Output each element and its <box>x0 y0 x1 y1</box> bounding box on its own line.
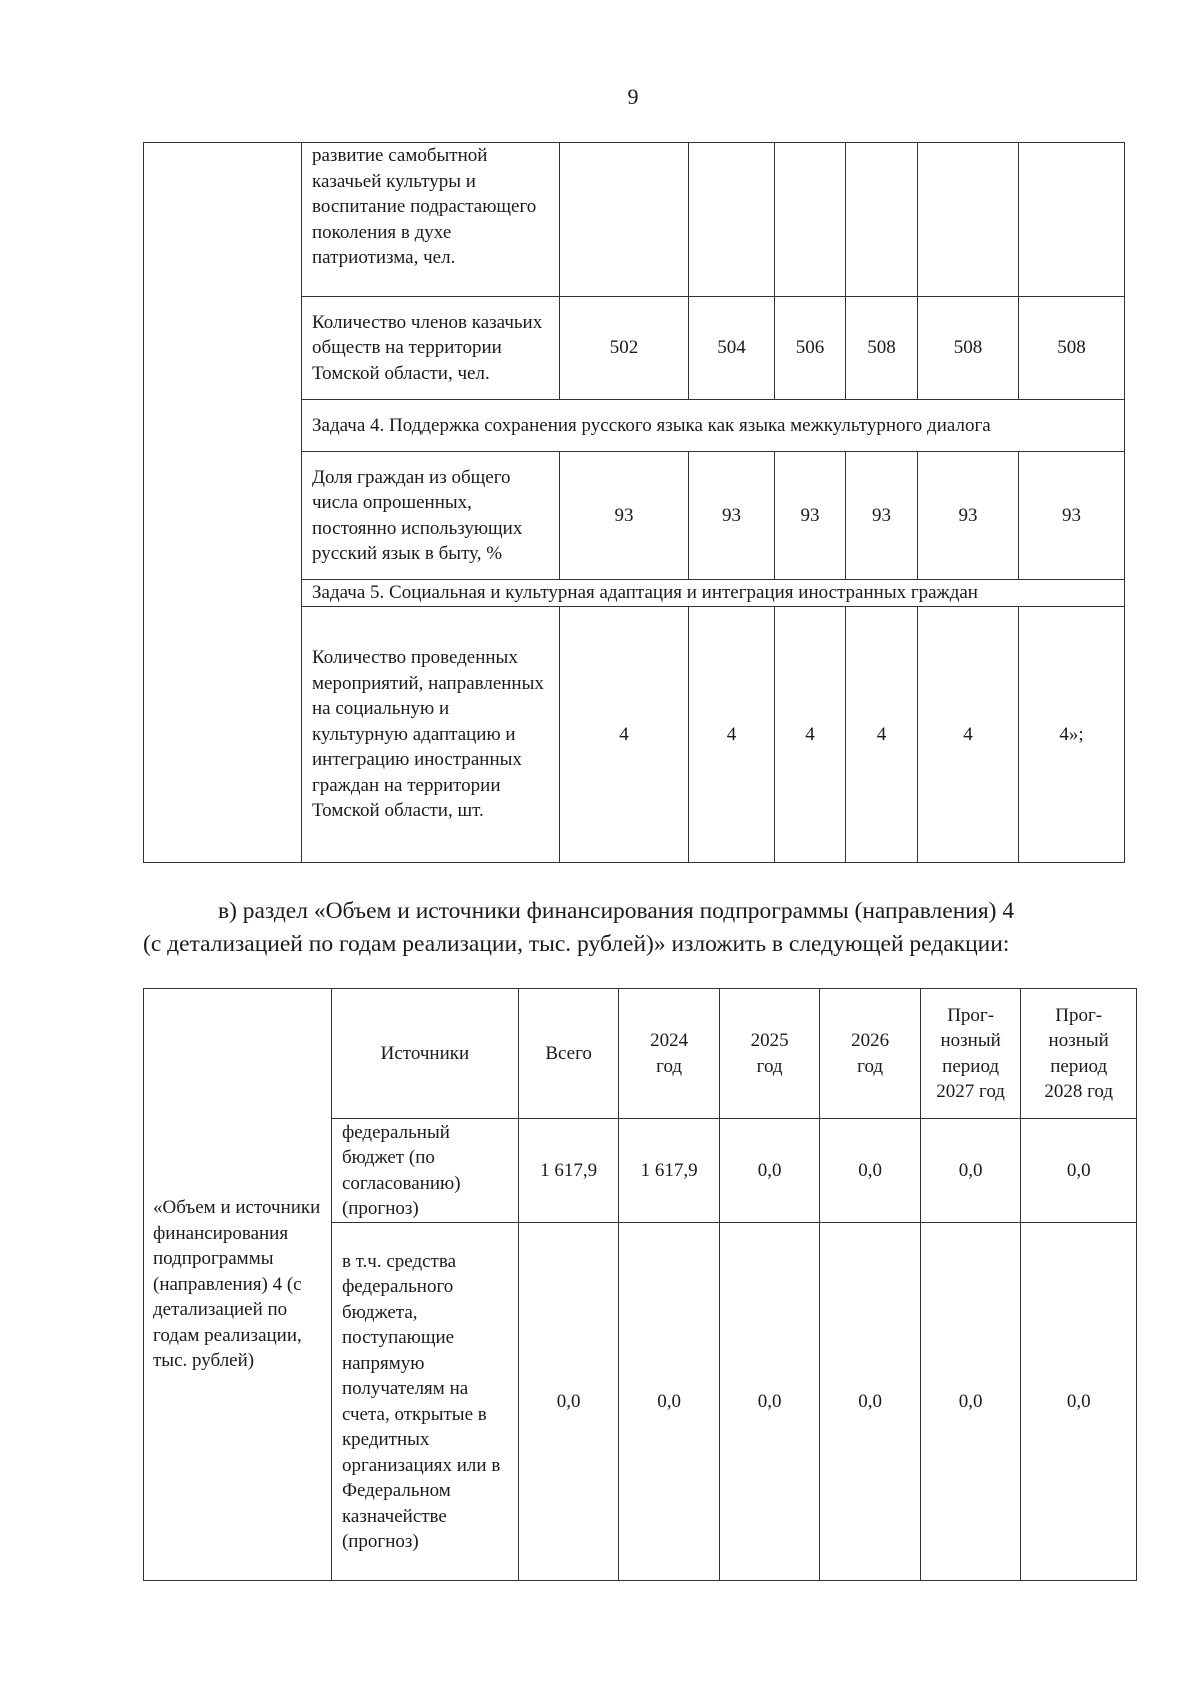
header-cell: 2024 год <box>619 989 720 1119</box>
value-cell: 0,0 <box>820 1223 921 1581</box>
paragraph-line-1: в) раздел «Объем и источники финансирования подпрограммы (направления) 4 <box>218 898 1015 924</box>
value-cell: 0,0 <box>518 1223 619 1581</box>
table-row <box>144 143 1125 297</box>
header-cell: Прог-нозный период 2027 год <box>920 989 1021 1119</box>
value-cell: 1 617,9 <box>518 1119 619 1223</box>
value-cell <box>775 143 846 297</box>
value-cell <box>560 143 689 297</box>
value-cell: 1 617,9 <box>619 1119 720 1223</box>
value-cell: 4»; <box>1019 607 1125 863</box>
value-cell: 4 <box>689 607 775 863</box>
page-number: 9 <box>627 84 639 109</box>
value-cell: 4 <box>560 607 689 863</box>
indicator-cell: развитие самобытной казачьей культуры и воспитание подрастающего поколения в духе патриотизма, чел. <box>302 143 560 297</box>
header-row <box>144 989 1137 1119</box>
value-cell: 93 <box>775 452 846 580</box>
value-cell: 4 <box>918 607 1019 863</box>
value-cell: 93 <box>846 452 918 580</box>
value-cell: 0,0 <box>1021 1119 1137 1223</box>
value-cell: 93 <box>689 452 775 580</box>
header-cell: Всего <box>518 989 619 1119</box>
finance-table <box>143 988 1137 1581</box>
task-5-heading: Задача 5. Социальная и культурная адаптация и интеграция иностранных граждан <box>302 580 1125 607</box>
value-cell: 508 <box>918 297 1019 400</box>
header-cell: Прог-нозный период 2028 год <box>1021 989 1137 1119</box>
indicator-cell: Количество членов казачьих обществ на территории Томской области, чел. <box>302 297 560 400</box>
value-cell: 506 <box>775 297 846 400</box>
value-cell: 0,0 <box>1021 1223 1137 1581</box>
value-cell: 93 <box>1019 452 1125 580</box>
value-cell <box>918 143 1019 297</box>
finance-label: «Объем и источники финансирования подпрограммы (направления) 4 (с детализацией по годам реализации, тыс. рублей) <box>144 989 332 1581</box>
value-cell: 0,0 <box>719 1223 820 1581</box>
indicators-table <box>143 142 1125 863</box>
header-cell: 2026 год <box>820 989 921 1119</box>
blank-cell <box>144 143 302 863</box>
indicator-cell: Количество проведенных мероприятий, направленных на социальную и культурную адаптацию и интеграцию иностранных граждан на территории Томской области, шт. <box>302 607 560 863</box>
value-cell <box>689 143 775 297</box>
value-cell: 0,0 <box>920 1223 1021 1581</box>
value-cell <box>1019 143 1125 297</box>
source-cell: федеральный бюджет (по согласованию) (прогноз) <box>331 1119 518 1223</box>
indicator-cell: Доля граждан из общего числа опрошенных, постоянно использующих русский язык в быту, % <box>302 452 560 580</box>
task-4-heading: Задача 4. Поддержка сохранения русского языка как языка межкультурного диалога <box>302 400 1125 452</box>
value-cell: 508 <box>846 297 918 400</box>
header-cell: 2025 год <box>719 989 820 1119</box>
value-cell: 504 <box>689 297 775 400</box>
header-cell: Источники <box>331 989 518 1119</box>
value-cell: 4 <box>846 607 918 863</box>
value-cell <box>846 143 918 297</box>
source-cell: в т.ч. средства федерального бюджета, поступающие напрямую получателям на счета, открытые в кредитных организациях или в Федеральном казначействе (прогноз) <box>331 1223 518 1581</box>
value-cell: 0,0 <box>820 1119 921 1223</box>
value-cell: 502 <box>560 297 689 400</box>
value-cell: 0,0 <box>719 1119 820 1223</box>
value-cell: 4 <box>775 607 846 863</box>
value-cell: 93 <box>918 452 1019 580</box>
value-cell: 0,0 <box>920 1119 1021 1223</box>
value-cell: 508 <box>1019 297 1125 400</box>
value-cell: 0,0 <box>619 1223 720 1581</box>
value-cell: 93 <box>560 452 689 580</box>
paragraph-line-2: (с детализацией по годам реализации, тыс. рублей)» изложить в следующей редакции: <box>143 931 1010 957</box>
